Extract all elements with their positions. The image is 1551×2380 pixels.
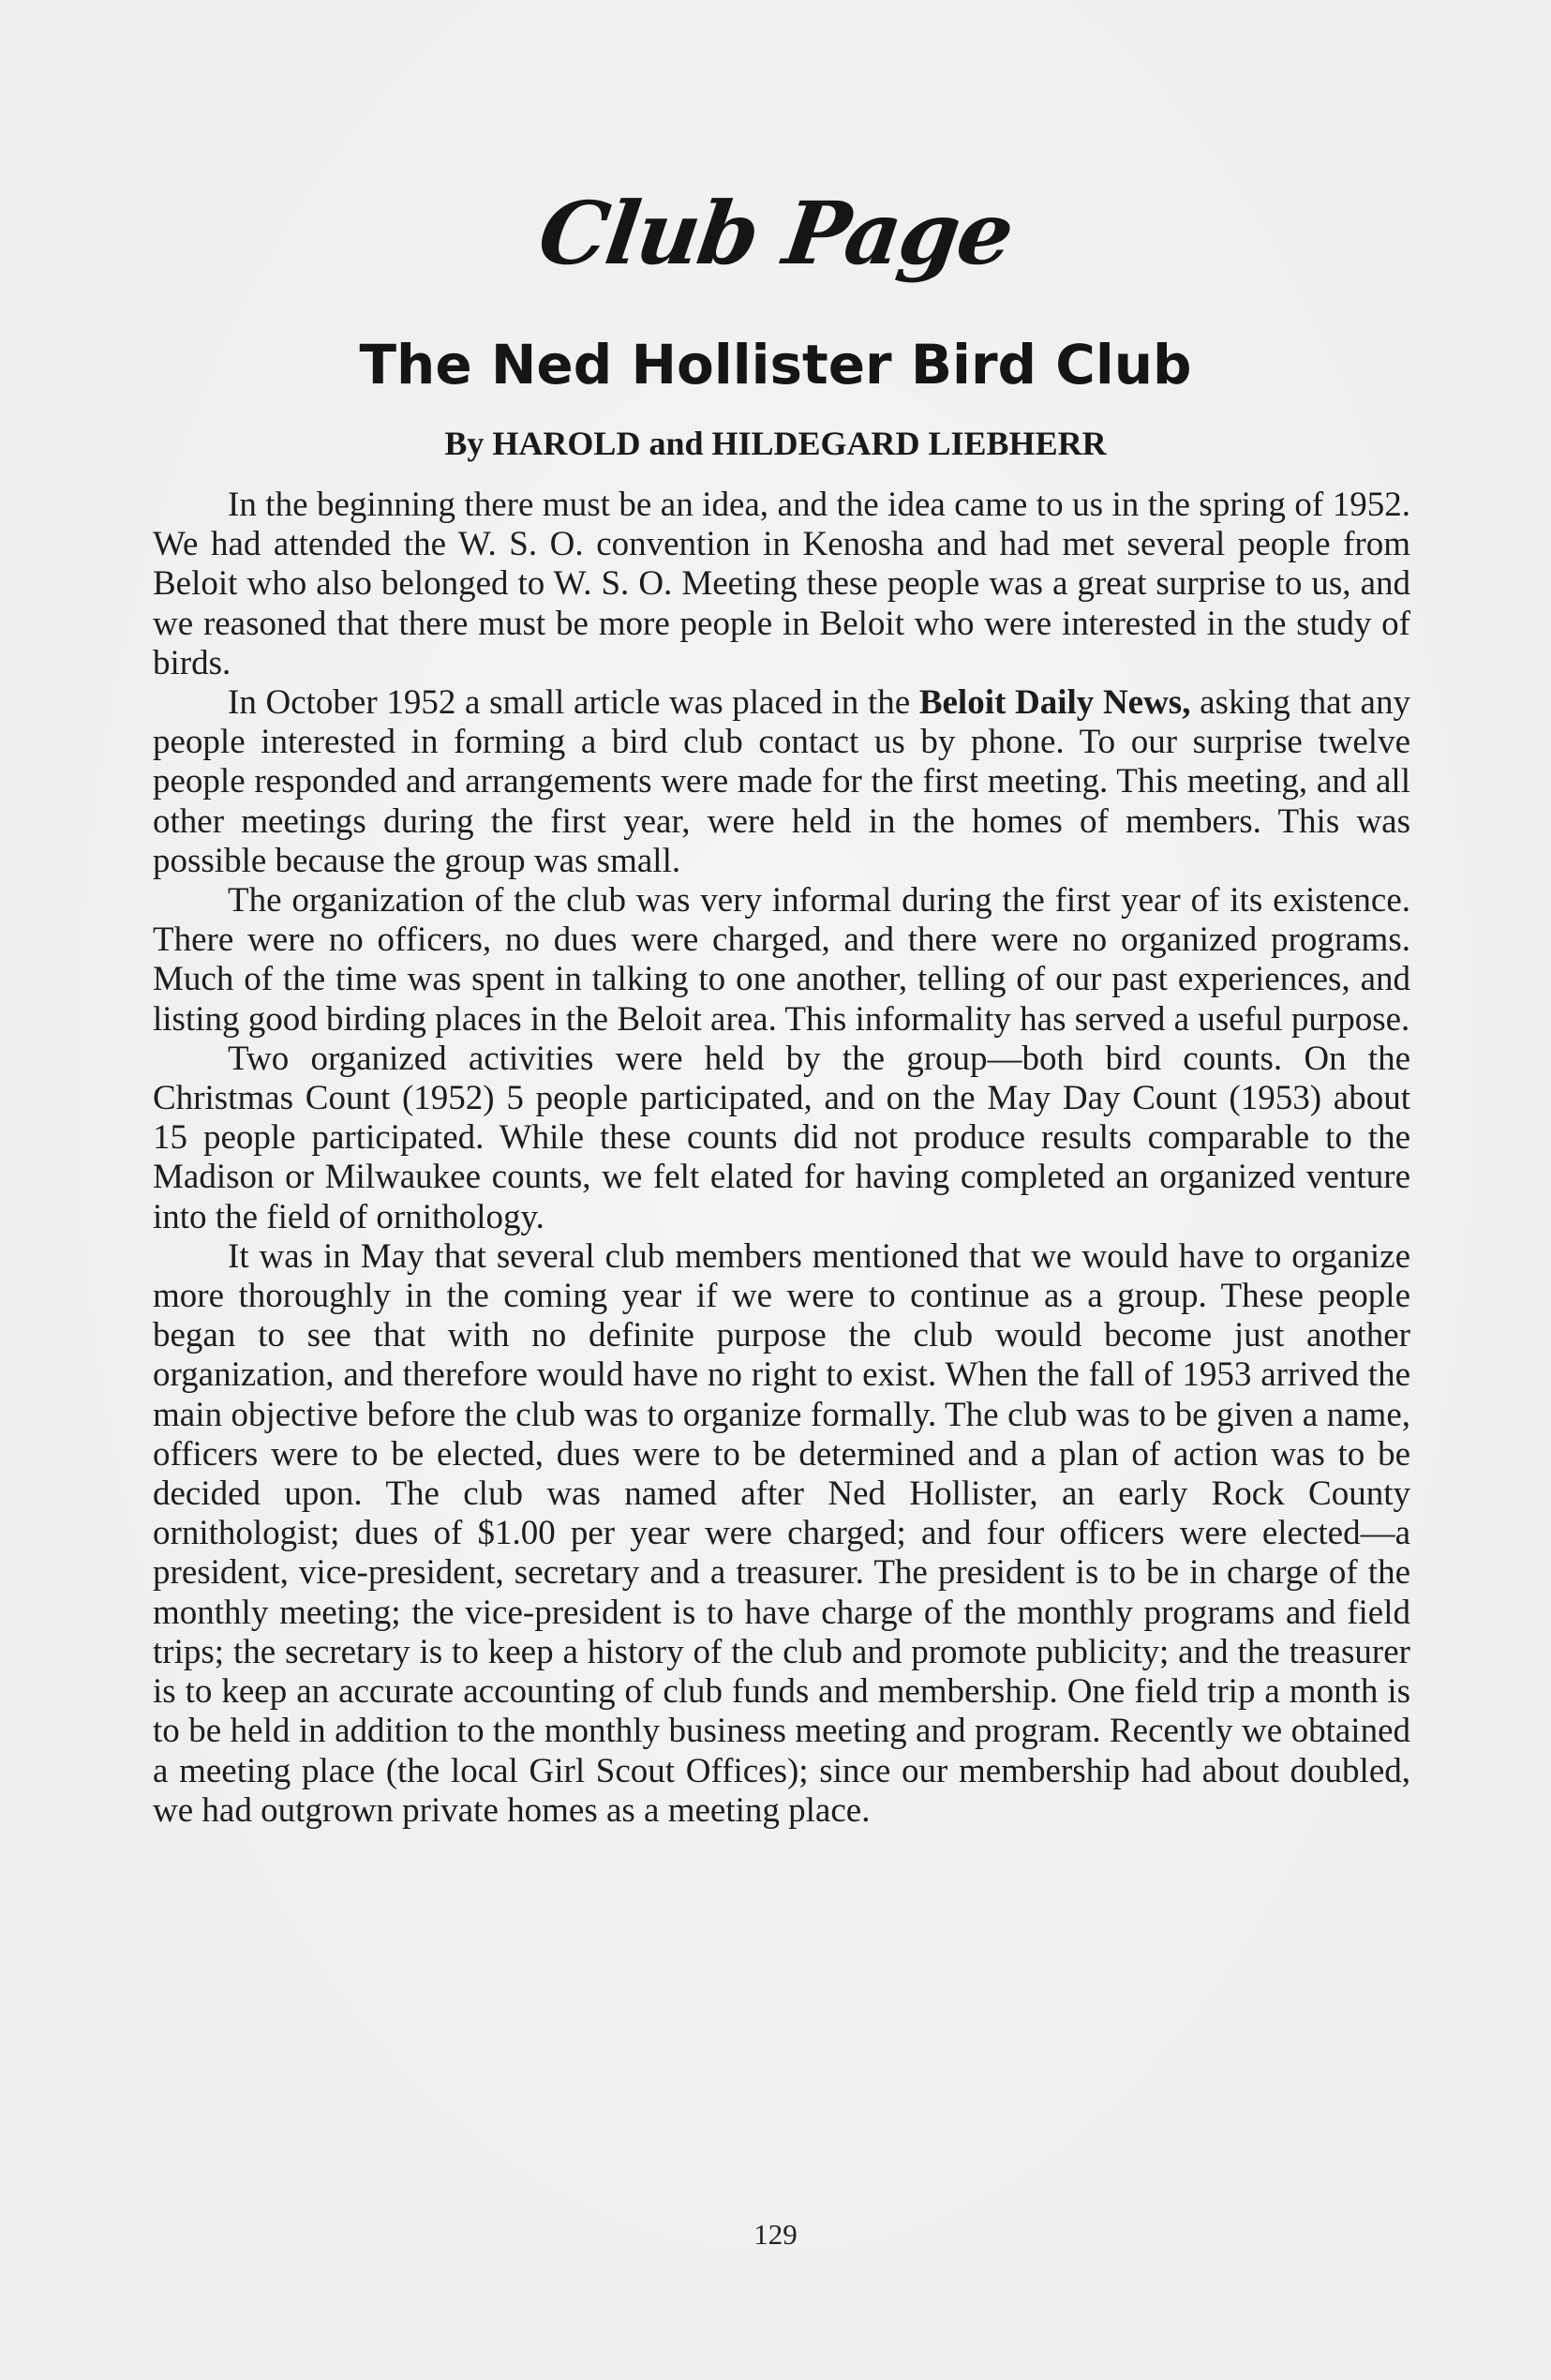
newspaper-name: Beloit Daily News, [918,683,1191,723]
paragraph-2-rest: asking that any people interested in forming a bird club contact us by phone. To our surprise twelve people responded and arrangements were made for the first meeting. This meeting, and all other meetings during the first year, were held in the homes of members. This was possible because the group was small. [153,683,1410,880]
paragraph-5: It was in May that several club members mentioned that we would have to organize more thoroughly in the coming year if we were to continue as a group. These people began to see that with no definite purpose the club would become just another organization, and therefore would have no right to exist. When the fall of 1953 arrived the main objective before the club was to organize formally. The club was to be given a name, officers were to be elected, dues were to be determined and a plan of action was to be decided upon. The club was named after Ned Hollister, an early Rock County ornithologist; dues of $1.00 per year were charged; and four officers were elected—a president, vice-president, secretary and a treasurer. The president is to be in charge of the monthly meeting; the vice-president is to have charge of the monthly programs and field trips; the secretary is to keep a history of the club and promote publicity; and the treasurer is to keep an accurate accounting of club funds and membership. One field trip a month is to be held in addition to the monthly business meeting and program. Recently we obtained a meeting place (the local Girl Scout Offices); since our membership had about doubled, we had outgrown private homes as a meeting place. [153,1236,1410,1830]
byline: By HAROLD and HILDEGARD LIEBHERR [444,425,1107,462]
page-number: 129 [753,2218,798,2251]
section-heading: Club Page [532,183,1019,284]
paragraph-4: Two organized activities were held by the group—both bird counts. On the Christmas Count (1952) 5 people participated, and on the May Day Count (1953) about 15 people participated. While these counts did not produce results comparable to the Madison or Milwaukee counts, we felt elated for having completed an organized venture into the field of ornithology. [153,1039,1410,1236]
paragraph-2 [153,683,1410,881]
paragraph-3: The organization of the club was very informal during the first year of its existence. There were no officers, no dues were charged, and there were no organized programs. Much of the time was spent in talking to one another, telling of our past experiences, and listing good birding places in the Beloit area. This informality has served a useful purpose. [153,881,1410,1039]
article-title: The Ned Hollister Bird Club [359,333,1192,397]
paragraph-2-lead: In October 1952 a small article was placed in the [228,683,919,723]
paragraph-1: In the beginning there must be an idea, and the idea came to us in the spring of 1952. We had attended the W. S. O. convention in Kenosha and had met several people from Beloit who also belonged to W. S. O. Meeting these people was a great surprise to us, and we reasoned that there must be more people in Beloit who were interested in the study of birds. [153,486,1410,682]
article-body [153,486,1410,1831]
